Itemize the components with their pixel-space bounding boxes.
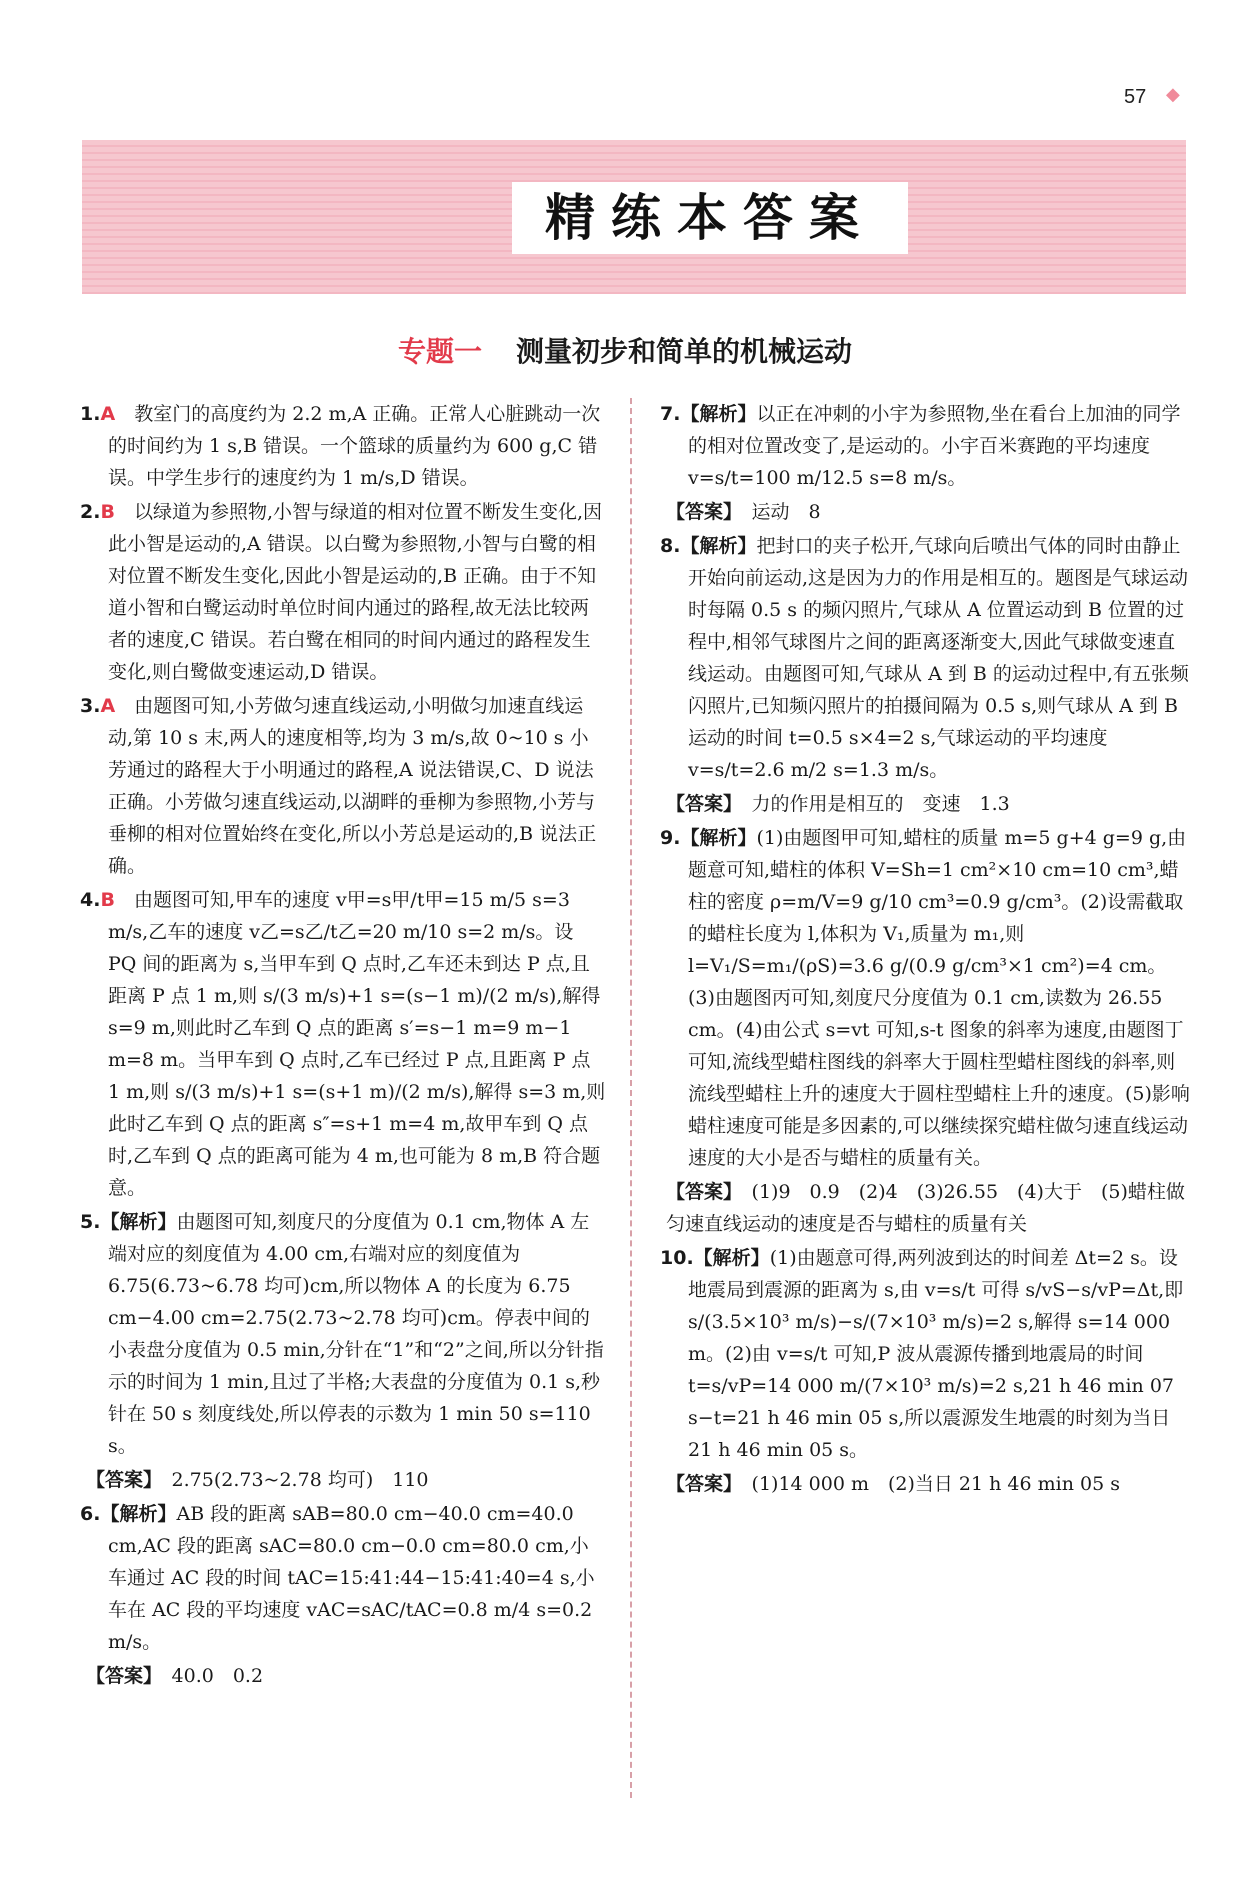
right-column [660,398,1190,1502]
section-heading [0,330,1250,370]
page-title: 精练本答案 [512,182,908,254]
answer-5: 【答案】 2.75(2.73~2.78 均可) 110 [86,1469,429,1491]
page-number: 57 [1124,86,1147,108]
question-6: 6.【解析】AB 段的距离 sAB=80.0 cm−40.0 cm=40.0 cm,AC 段的距离 sAC=80.0 cm−0.0 cm=80.0 cm,小车通过 AC 段的时间 tAC=15:41:44−15:41:40=4 s,小车在 AC 段的平均速度 vAC=sAC/tAC=0.8 m/4 s=0.2 m/s。 [80,1503,595,1653]
answer-8: 【答案】 力的作用是相互的 变速 1.3 [666,793,1010,815]
section-title: 测量初步和简单的机械运动 [516,335,853,368]
answer-7: 【答案】 运动 8 [666,501,821,523]
answer-6: 【答案】 40.0 0.2 [86,1665,264,1687]
question-7: 7.【解析】以正在冲刺的小宇为参照物,坐在看台上加油的同学的相对位置改变了,是运动的。小宇百米赛跑的平均速度 v=s/t=100 m/12.5 s=8 m/s。 [660,403,1181,489]
question-10: 10.【解析】(1)由题意可得,两列波到达的时间差 Δt=2 s。设地震局到震源的距离为 s,由 v=s/t 可得 s/vS−s/vP=Δt,即 s/(3.5×10³ m/s)−s/(7×10³ m/s)=2 s,解得 s=14 000 m。(2)由 v=s/t 可知,P 波从震源传播到地震局的时间 t=s/vP=14 000 m/(7×10³ m/s)=2 s,21 h 46 min 07 s−t=21 h 46 min 05 s,所以震源发生地震的时刻为当日 21 h 46 min 05 s。 [660,1247,1184,1461]
question-8: 8.【解析】把封口的夹子松开,气球向后喷出气体的同时由静止开始向前运动,这是因为力的作用是相互的。题图是气球运动时每隔 0.5 s 的频闪照片,气球从 A 位置运动到 B 位置的过程中,相邻气球图片之间的距离逐渐变大,因此气球做变速直线运动。由题图可知,气球从 A 到 B 的运动过程中,有五张频闪照片,已知频闪照片的拍摄间隔为 0.5 s,则气球从 A 到 B 运动的时间 t=0.5 s×4=2 s,气球运动的平均速度 v=s/t=2.6 m/2 s=1.3 m/s。 [660,535,1189,781]
question-9: 9.【解析】(1)由题图甲可知,蜡柱的质量 m=5 g+4 g=9 g,由题意可知,蜡柱的体积 V=Sh=1 cm²×10 cm=10 cm³,蜡柱的密度 ρ=m/V=9 g/10 cm³=0.9 g/cm³。(2)设需截取的蜡柱长度为 l,体积为 V₁,质量为 m₁,则 l=V₁/S=m₁/(ρS)=3.6 g/(0.9 g/cm³×1 cm²)=4 cm。(3)由题图丙可知,刻度尺分度值为 0.1 cm,读数为 26.55 cm。(4)由公式 s=vt 可知,s-t 图象的斜率为速度,由题图丁可知,流线型蜡柱图线的斜率大于圆柱型蜡柱图线的斜率,则流线型蜡柱上升的速度大于圆柱型蜡柱上升的速度。(5)影响蜡柱速度可能是多因素的,可以继续探究蜡柱做匀速直线运动速度的大小是否与蜡柱的质量有关。 [660,827,1190,1169]
answer-9: 【答案】 (1)9 0.9 (2)4 (3)26.55 (4)大于 (5)蜡柱做匀速直线运动的速度是否与蜡柱的质量有关 [666,1181,1185,1235]
question-1: 1.A 教室门的高度约为 2.2 m,A 正确。正常人心脏跳动一次的时间约为 1 s,B 错误。一个篮球的质量约为 600 g,C 错误。中学生步行的速度约为 1 m/s,D 错误。 [80,403,601,489]
page-marker-icon: ◆ [1166,84,1180,105]
section-label: 专题一 [397,335,482,368]
question-2: 2.B 以绿道为参照物,小智与绿道的相对位置不断发生变化,因此小智是运动的,A 错误。以白鹭为参照物,小智与白鹭的相对位置不断发生变化,因此小智是运动的,B 正确。由于不知道小智和白鹭运动时单位时间内通过的路程,故无法比较两者的速度,C 错误。若白鹭在相同的时间内通过的路程发生变化,则白鹭做变速运动,D 错误。 [80,501,603,683]
banner [82,140,1186,294]
left-column [80,398,607,1694]
answer-10: 【答案】 (1)14 000 m (2)当日 21 h 46 min 05 s [666,1473,1120,1495]
column-divider [630,398,632,1798]
question-5: 5.【解析】由题图可知,刻度尺的分度值为 0.1 cm,物体 A 左端对应的刻度值为 4.00 cm,右端对应的刻度值为 6.75(6.73~6.78 均可)cm,所以物体 A 的长度为 6.75 cm−4.00 cm=2.75(2.73~2.78 均可)cm。停表中间的小表盘分度值为 0.5 min,分针在“1”和“2”之间,所以分针指示的时间为 1 min,且过了半格;大表盘的分度值为 0.1 s,秒针在 50 s 刻度线处,所以停表的示数为 1 min 50 s=110 s。 [80,1211,604,1457]
question-3: 3.A 由题图可知,小芳做匀速直线运动,小明做匀加速直线运动,第 10 s 末,两人的速度相等,均为 3 m/s,故 0~10 s 小芳通过的路程大于小明通过的路程,A 说法错误,C、D 说法正确。小芳做匀速直线运动,以湖畔的垂柳为参照物,小芳与垂柳的相对位置始终在变化,所以小芳总是运动的,B 说法正确。 [80,695,597,877]
question-4: 4.B 由题图可知,甲车的速度 v甲=s甲/t甲=15 m/5 s=3 m/s,乙车的速度 v乙=s乙/t乙=20 m/10 s=2 m/s。设 PQ 间的距离为 s,当甲车到 Q 点时,乙车还未到达 P 点,且距离 P 点 1 m,则 s/(3 m/s)+1 s=(s−1 m)/(2 m/s),解得 s=9 m,则此时乙车到 Q 点的距离 s′=s−1 m=9 m−1 m=8 m。当甲车到 Q 点时,乙车已经过 P 点,且距离 P 点 1 m,则 s/(3 m/s)+1 s=(s+1 m)/(2 m/s),解得 s=3 m,则此时乙车到 Q 点的距离 s″=s+1 m=4 m,故甲车到 Q 点时,乙车到 Q 点的距离可能为 4 m,也可能为 8 m,B 符合题意。 [80,889,606,1199]
